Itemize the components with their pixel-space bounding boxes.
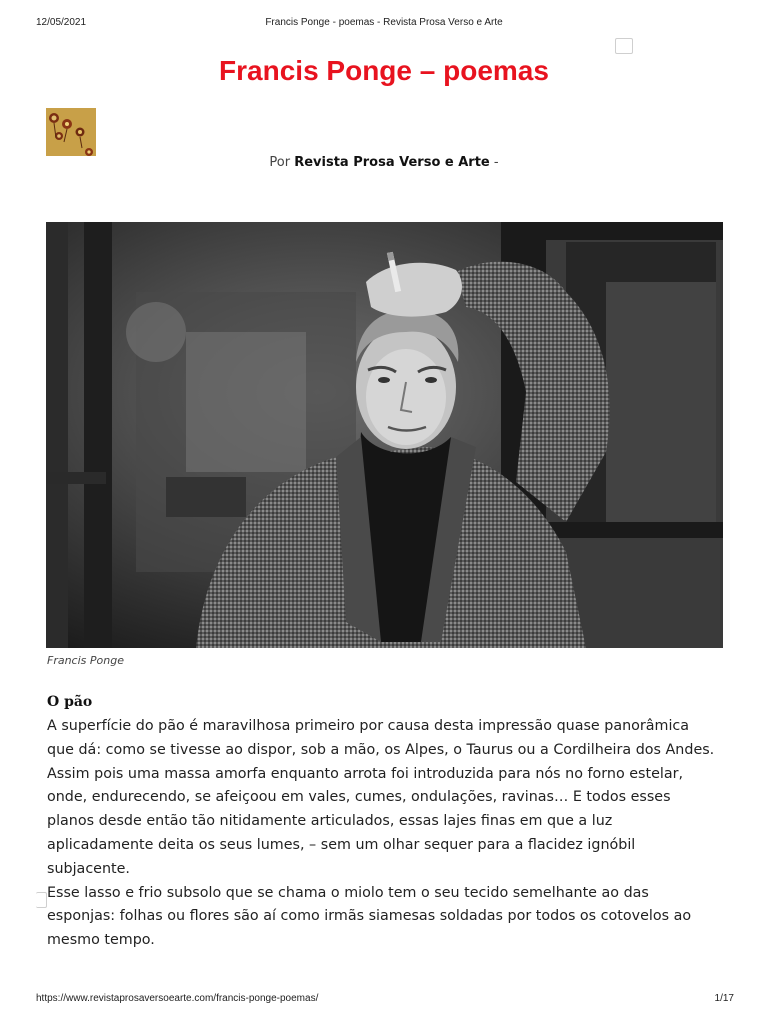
- image-caption: Francis Ponge: [47, 654, 124, 667]
- article-photo: [46, 222, 723, 648]
- print-footer: [0, 993, 768, 1007]
- poem-paragraph: Esse lasso e frio subsolo que se chama o miolo tem o seu tecido semelhante ao das esponjas: folhas ou flores são aí como irmãs siamesas soldadas por todos os cotovelos ao mesmo tempo.: [47, 884, 692, 949]
- checkbox-placeholder-icon: [36, 892, 47, 908]
- byline: [0, 155, 768, 170]
- print-page-number: 1/17: [714, 993, 734, 1004]
- byline-prefix: Por: [269, 155, 291, 170]
- article-title: Francis Ponge – poemas: [219, 55, 549, 86]
- print-page-title: Francis Ponge - poemas - Revista Prosa Verso e Arte: [265, 17, 503, 28]
- author-link[interactable]: Revista Prosa Verso e Arte: [294, 155, 490, 170]
- poem-paragraph: Assim pois uma massa amorfa enquanto arrota foi introduzida para nós no forno estelar, onde, endurecendo, se afeiçoou em vales, cumes, ondulações, ravinas… E todos esses planos desde então tão nitidamente articulados, essas lajes finas em que a luz aplicadamente deita os seus lumes, – sem um olhar sequer para a flacidez ignóbil subjacente.: [47, 765, 684, 877]
- poem-title: O pão: [47, 694, 93, 710]
- checkbox-placeholder-icon: [615, 38, 633, 54]
- poem-paragraph: A superfície do pão é maravilhosa primeiro por causa desta impressão quase panorâmica que dá: como se tivesse ao dispor, sob a mão, os Alpes, o Taurus ou a Cordilheira dos Andes.: [47, 718, 715, 758]
- print-header: [0, 17, 768, 31]
- byline-suffix: -: [493, 155, 499, 170]
- print-date: 12/05/2021: [36, 17, 87, 28]
- poem-body: [47, 715, 717, 953]
- author-avatar[interactable]: [46, 108, 96, 156]
- print-url[interactable]: https://www.revistaprosaversoearte.com/francis-ponge-poemas/: [36, 993, 319, 1004]
